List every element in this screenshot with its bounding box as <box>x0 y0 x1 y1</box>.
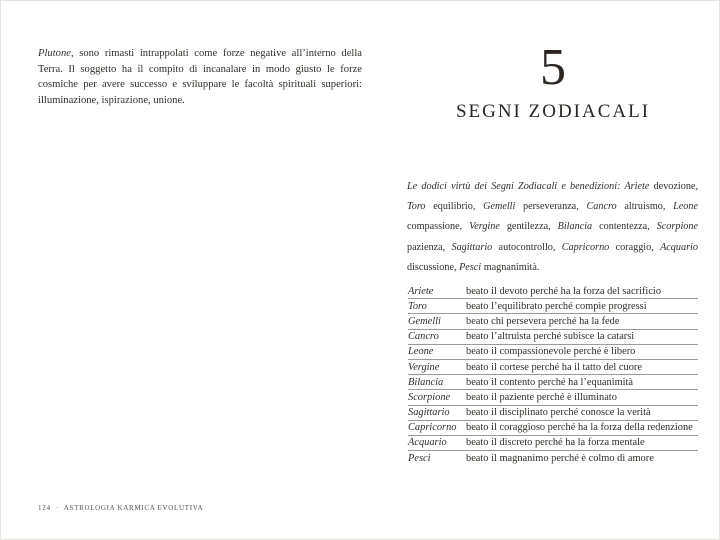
chapter-intro-paragraph <box>407 177 698 278</box>
blessing-text: beato il disciplinato perché conosce la verità <box>466 407 651 419</box>
italic-text-segment: Plutone <box>38 48 71 59</box>
text-segment: compassione, <box>407 221 470 233</box>
zodiac-sign-label: Leone <box>408 346 434 358</box>
text-segment: coraggio, <box>609 241 661 253</box>
table-row <box>408 436 698 451</box>
text-segment: equilibrio, <box>425 201 484 213</box>
zodiac-sign-label: Vergine <box>408 361 440 373</box>
blessing-text: beato il paziente perché è illuminato <box>466 391 617 403</box>
text-segment: , sono rimasti intrappolati come forze negative all’interno della Terra. Il soggetto ha il compito di incanalare in modo giusto le forze cosmiche per avere successo e sviluppare le facoltà spirituali superiori: illuminazione, ispirazione, unione. <box>38 48 362 106</box>
table-row <box>408 421 698 436</box>
italic-text-segment: Sagittario <box>451 241 493 253</box>
text-segment: altruismo, <box>616 201 674 213</box>
blessing-text: beato il contento perché ha l’equanimità <box>466 376 634 388</box>
table-row <box>408 299 698 314</box>
page-number: 124 <box>38 504 51 512</box>
blessing-text: beato il coraggioso perché ha la forza della redenzione <box>466 422 693 434</box>
blessing-text: beato chi persevera perché ha la fede <box>466 315 620 327</box>
text-segment: discussione, <box>407 261 460 273</box>
chapter-title: SEGNI ZODIACALI <box>455 101 651 122</box>
text-segment: pazienza, <box>407 241 452 253</box>
zodiac-sign-label: Capricorno <box>408 422 457 434</box>
blessing-text: beato il devoto perché ha la forza del sacrificio <box>466 285 662 297</box>
italic-text-segment: Scorpione <box>656 221 698 233</box>
blessing-text: beato il discreto perché ha la forza mentale <box>466 437 645 449</box>
table-row <box>408 360 698 375</box>
zodiac-sign-label: Pesci <box>408 452 431 464</box>
text-segment: magnanimità. <box>481 261 540 273</box>
italic-text-segment: Pesci <box>459 261 482 273</box>
blessing-text: beato il cortese perché ha il tatto del cuore <box>466 361 642 373</box>
italic-text-segment: Capricorno <box>561 241 610 253</box>
italic-text-segment: Bilancia <box>557 221 593 233</box>
italic-text-segment: Ariete <box>624 181 650 192</box>
blessing-text: beato l’altruista perché subisce la catarsi <box>466 331 635 343</box>
zodiac-sign-label: Cancro <box>408 331 439 343</box>
italic-text-segment: Cancro <box>586 201 617 213</box>
table-row <box>408 284 698 299</box>
text-segment: gentilezza, <box>499 221 558 233</box>
left-page-paragraph <box>38 46 362 108</box>
chapter-number: 5 <box>540 39 566 96</box>
zodiac-sign-label: Gemelli <box>408 315 441 327</box>
italic-text-segment: Le dodici virtù dei Segni Zodiacali e benedizioni: <box>407 181 625 192</box>
italic-text-segment: Leone <box>673 201 698 213</box>
text-segment: perseveranza, <box>515 201 587 213</box>
footer-separator: · <box>55 504 59 512</box>
zodiac-sign-label: Bilancia <box>408 376 444 388</box>
zodiac-sign-label: Ariete <box>408 285 434 297</box>
blessing-text: beato il compassionevole perché è libero <box>466 346 636 358</box>
table-row <box>408 375 698 390</box>
zodiac-sign-label: Sagittario <box>408 407 450 419</box>
table-row <box>408 451 698 465</box>
zodiac-sign-label: Scorpione <box>408 391 451 403</box>
text-segment: autocontrollo, <box>492 241 562 253</box>
italic-text-segment: Vergine <box>469 221 500 233</box>
book-title: ASTROLOGIA KARMICA EVOLUTIVA <box>63 504 204 512</box>
blessing-text: beato l’equilibrato perché compie progressi <box>466 300 647 312</box>
zodiac-blessings-table <box>408 284 698 465</box>
table-row <box>408 330 698 345</box>
table-row <box>408 406 698 421</box>
italic-text-segment: Acquario <box>660 241 698 253</box>
text-segment: contentezza, <box>592 221 657 233</box>
italic-text-segment: Gemelli <box>483 201 516 213</box>
zodiac-sign-label: Toro <box>408 300 427 312</box>
page-footer <box>38 504 203 512</box>
table-row <box>408 345 698 360</box>
table-row <box>408 390 698 405</box>
zodiac-sign-label: Acquario <box>408 437 447 449</box>
table-row <box>408 314 698 329</box>
blessing-text: beato il magnanimo perché è colmo di amore <box>466 452 654 464</box>
text-segment: devozione, <box>649 181 698 192</box>
italic-text-segment: Toro <box>407 201 426 213</box>
